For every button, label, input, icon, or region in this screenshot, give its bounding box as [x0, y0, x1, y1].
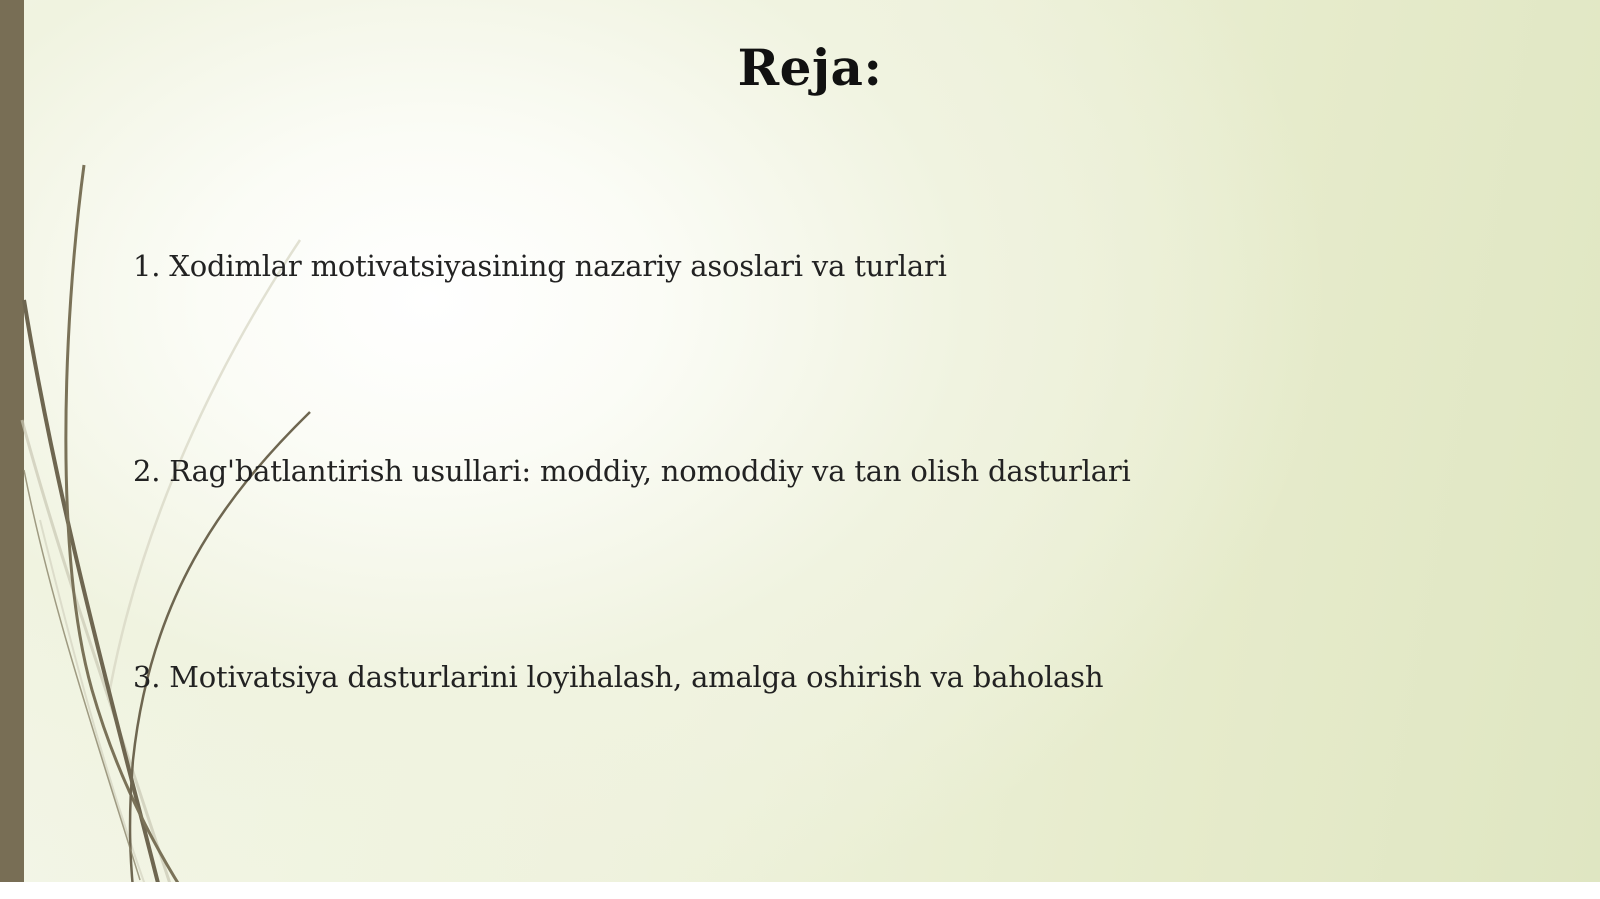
slide-title: Reja: [737, 38, 883, 97]
grass-stems-decoration [0, 0, 400, 899]
faint-stem-3 [40, 520, 150, 899]
agenda-item-1: 1. Xodimlar motivatsiyasining nazariy asoslari va turlari [133, 249, 947, 283]
agenda-item-2: 2. Rag'batlantirish usullari: moddiy, nomoddiy va tan olish dasturlari [133, 454, 1131, 488]
stem-main-1 [24, 300, 162, 899]
agenda-item-3: 3. Motivatsiya dasturlarini loyihalash, amalga oshirish va baholash [133, 660, 1104, 694]
slide-bottom-margin [0, 882, 1600, 899]
